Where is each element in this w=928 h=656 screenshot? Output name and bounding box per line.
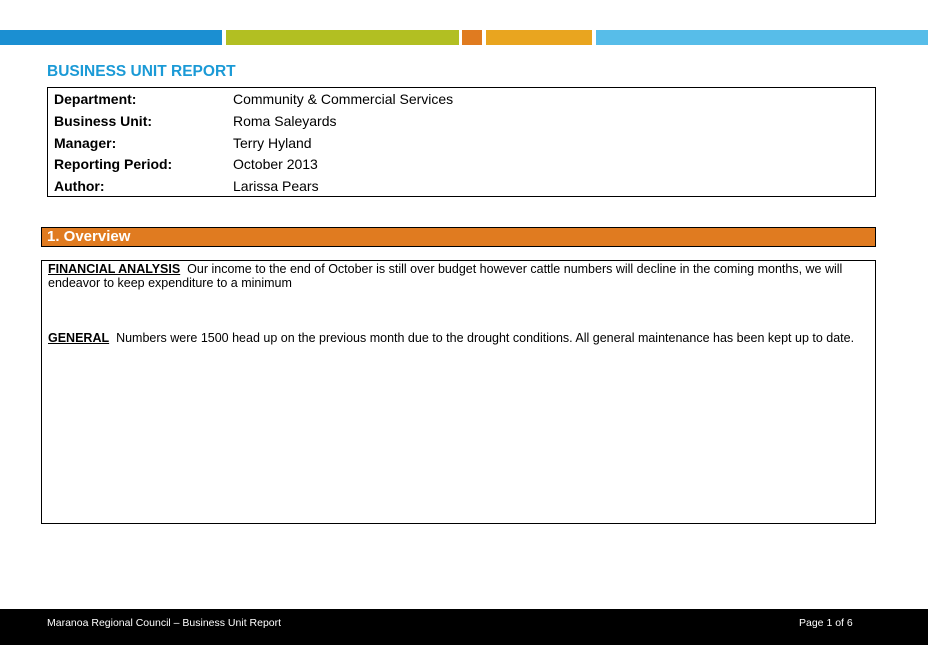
manager-label: Manager: bbox=[54, 135, 117, 151]
general-paragraph bbox=[48, 331, 858, 345]
business-unit-label: Business Unit: bbox=[54, 113, 153, 129]
reporting-period-value: October 2013 bbox=[233, 156, 318, 172]
business-unit-value: Roma Saleyards bbox=[233, 113, 337, 129]
header-stripe-amber bbox=[486, 30, 592, 45]
header-stripe-light-blue bbox=[596, 30, 928, 45]
header-stripe-green bbox=[226, 30, 459, 45]
report-title: BUSINESS UNIT REPORT bbox=[47, 63, 236, 80]
financial-analysis-paragraph bbox=[48, 262, 858, 290]
header-stripe-blue bbox=[0, 30, 222, 45]
header-stripe-orange bbox=[462, 30, 482, 45]
footer-report-name: Maranoa Regional Council – Business Unit Report bbox=[47, 617, 282, 629]
author-value: Larissa Pears bbox=[233, 178, 319, 194]
overview-content-box bbox=[41, 260, 876, 524]
general-heading: GENERAL bbox=[48, 331, 110, 345]
financial-analysis-heading: FINANCIAL ANALYSIS bbox=[48, 262, 181, 276]
reporting-period-label: Reporting Period: bbox=[54, 156, 173, 172]
author-label: Author: bbox=[54, 178, 105, 194]
overview-section-header: 1. Overview bbox=[41, 227, 876, 247]
financial-analysis-text: Our income to the end of October is still over budget however cattle numbers will decline in the coming months, we will endeavor to keep expenditure to a minimum bbox=[48, 262, 843, 290]
footer-page-number: Page 1 of 6 bbox=[799, 617, 853, 629]
report-info-table bbox=[47, 87, 876, 197]
general-text: Numbers were 1500 head up on the previous month due to the drought conditions. All general maintenance has been kept up to date. bbox=[116, 331, 855, 345]
department-label: Department: bbox=[54, 91, 137, 107]
department-value: Community & Commercial Services bbox=[233, 91, 454, 107]
manager-value: Terry Hyland bbox=[233, 135, 312, 151]
page-footer bbox=[0, 609, 928, 645]
